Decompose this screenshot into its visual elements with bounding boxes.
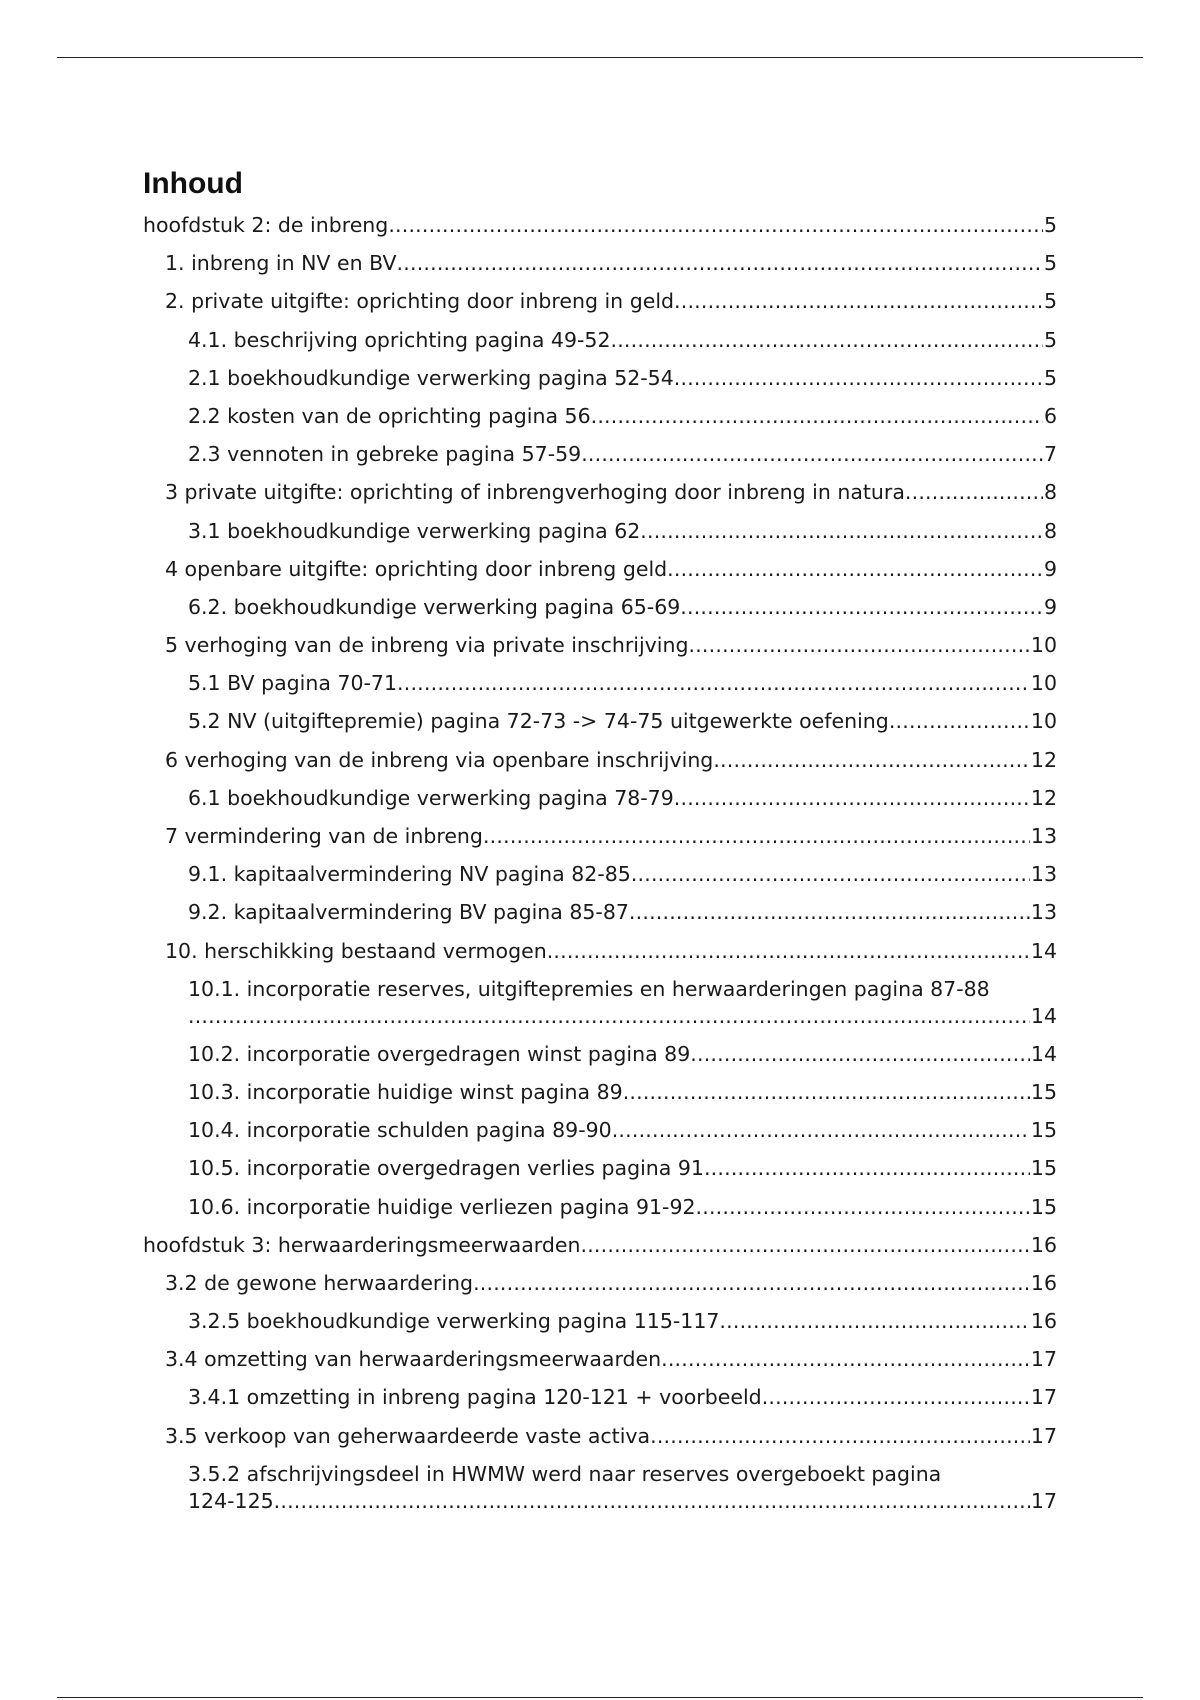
toc-entry-text: 2. private uitgifte: oprichting door inbreng in geld [165,289,675,314]
toc-entry[interactable] [143,1155,1057,1193]
toc-entry-page: 13 [1030,900,1057,925]
toc-entry[interactable] [143,1232,1057,1270]
dot-leader [611,327,1043,354]
toc-entry-text: 6 verhoging van de inbreng via openbare inschrijving [165,747,714,772]
footer-rule [57,1697,1143,1698]
dot-leader [483,823,1030,850]
dot-leader [762,1384,1030,1411]
dot-leader [704,1155,1030,1182]
toc-entry-page: 5 [1043,327,1057,352]
toc-entry-text: 3.5 verkoop van geherwaardeerde vaste activa [165,1423,651,1448]
toc-entry[interactable] [143,518,1057,556]
dot-leader [680,594,1043,621]
toc-entry-text: 10.4. incorporatie schulden pagina 89-90 [188,1118,612,1143]
dot-leader [640,518,1043,545]
toc-entry-text: 5 verhoging van de inbreng via private inschrijving [165,633,689,658]
dot-leader [397,670,1030,697]
toc-entry-page: 9 [1043,556,1057,581]
toc-entry-page: 16 [1030,1309,1057,1334]
toc-entry-page: 17 [1030,1385,1057,1410]
toc-entry-text: hoofdstuk 3: herwaarderingsmeerwaarden [143,1232,581,1257]
toc-entry-text: 5.1 BV pagina 70-71 [188,671,398,696]
toc-entry-text-continued: 124-125 [188,1488,274,1513]
dot-leader [547,938,1030,965]
toc-entry[interactable] [143,1079,1057,1117]
toc-entry-page: 5 [1043,213,1057,237]
toc-entry-text: 10.1. incorporatie reserves, uitgiftepremies en herwaarderingen pagina 87-88 [188,976,990,1001]
toc-entry-text: 10. herschikking bestaand vermogen [165,938,547,963]
toc-entry-text: 3.5.2 afschrijvingsdeel in HWMW werd naar reserves overgeboekt pagina [188,1461,942,1486]
toc-entry-text: 1. inbreng in NV en BV [165,251,397,276]
toc-entry[interactable] [143,976,1057,1041]
toc-entry-text: 7 vermindering van de inbreng [165,824,483,848]
dot-leader [667,556,1043,583]
dot-leader [397,250,1043,277]
toc-title: Inhoud [143,167,243,200]
toc-entry-text: 2.2 kosten van de oprichting pagina 56 [188,403,591,428]
dot-leader [713,747,1030,774]
toc-entry[interactable] [143,899,1057,937]
toc-entry[interactable] [143,938,1057,976]
toc-entry[interactable] [143,1194,1057,1232]
toc-entry[interactable] [143,1461,1057,1526]
dot-leader [674,785,1030,812]
toc-entry-text: 4.1. beschrijving oprichting pagina 49-52 [188,327,611,352]
dot-leader [581,1232,1030,1259]
toc-entry-text: 9.1. kapitaalvermindering NV pagina 82-85 [188,862,631,887]
toc-entry-page: 8 [1043,518,1057,543]
toc-entry-text: 3.4 omzetting van herwaarderingsmeerwaarden [165,1347,662,1372]
toc-entry-page: 17 [1030,1488,1057,1513]
toc-entry[interactable] [143,861,1057,899]
toc-entry[interactable] [143,1423,1057,1461]
table-of-contents [143,166,1057,1526]
toc-entry[interactable] [143,403,1057,441]
toc-entry-page: 14 [1030,1003,1057,1028]
toc-entry[interactable] [143,670,1057,708]
toc-entry-page: 9 [1043,594,1057,619]
toc-entry-continuation [188,1488,1057,1515]
dot-leader [674,365,1043,392]
toc-entry[interactable] [143,479,1057,517]
toc-entry-text: 3.4.1 omzetting in inbreng pagina 120-121 + voorbeeld [188,1385,762,1410]
toc-entry-continuation [188,1003,1057,1030]
toc-entry[interactable] [143,1308,1057,1346]
toc-entry[interactable] [143,747,1057,785]
toc-entry-text: 9.2. kapitaalvermindering BV pagina 85-87 [188,900,629,925]
toc-entry-page: 13 [1030,824,1057,848]
toc-entry-page: 14 [1030,1041,1057,1066]
dot-leader [188,1003,1030,1030]
dot-leader [612,1117,1030,1144]
toc-entry[interactable] [143,1117,1057,1155]
toc-entry-page: 10 [1030,671,1057,696]
dot-leader [688,632,1029,659]
toc-entry-text: 6.2. boekhoudkundige verwerking pagina 65-69 [188,594,681,619]
dot-leader [473,1270,1030,1297]
toc-entry[interactable] [143,823,1057,861]
dot-leader [591,403,1043,430]
toc-entry-page: 17 [1030,1347,1057,1372]
header-rule [57,57,1143,58]
toc-entry[interactable] [143,1384,1057,1422]
toc-entry[interactable] [143,365,1057,403]
toc-entry-text: 2.1 boekhoudkundige verwerking pagina 52-54 [188,365,674,390]
dot-leader [629,899,1030,926]
toc-entry[interactable] [143,327,1057,365]
toc-entry-page: 7 [1043,442,1057,467]
toc-entry-page: 12 [1030,785,1057,810]
toc-entry-text: hoofdstuk 2: de inbreng [143,213,389,237]
toc-entry-page: 17 [1030,1423,1057,1448]
dot-leader [661,1346,1030,1373]
toc-entry-text: 3.2.5 boekhoudkundige verwerking pagina 115-117 [188,1309,720,1334]
dot-leader [388,212,1043,239]
toc-entry[interactable] [143,288,1057,326]
toc-entry-page: 15 [1030,1118,1057,1143]
toc-entry[interactable] [143,594,1057,632]
toc-entry-page: 15 [1030,1156,1057,1181]
toc-entry-page: 6 [1043,403,1057,428]
dot-leader [690,1041,1030,1068]
dot-leader [650,1423,1030,1450]
toc-entry-text: 3 private uitgifte: oprichting of inbrengverhoging door inbreng in natura [165,480,905,505]
toc-entry-page: 5 [1043,251,1057,276]
toc-entry-text: 4 openbare uitgifte: oprichting door inbreng geld [165,556,668,581]
toc-entry-page: 10 [1030,633,1057,658]
toc-entry-page: 5 [1043,365,1057,390]
toc-entry-page: 5 [1043,289,1057,314]
toc-entry[interactable] [143,250,1057,288]
toc-entry[interactable] [143,1346,1057,1384]
toc-entry-text: 3.2 de gewone herwaardering [165,1270,474,1295]
toc-entry[interactable] [143,708,1057,746]
toc-list [143,212,1057,1526]
toc-entry[interactable] [143,441,1057,479]
toc-entry-text: 3.1 boekhoudkundige verwerking pagina 62 [188,518,641,543]
dot-leader [623,1079,1030,1106]
toc-entry-text: 10.2. incorporatie overgedragen winst pagina 89 [188,1041,691,1066]
toc-entry-page: 12 [1030,747,1057,772]
toc-entry-text: 10.6. incorporatie huidige verliezen pagina 91-92 [188,1194,696,1219]
toc-entry-page: 8 [1043,480,1057,505]
toc-entry[interactable] [143,1270,1057,1308]
toc-entry-text: 5.2 NV (uitgiftepremie) pagina 72-73 -> 74-75 uitgewerkte oefening [188,709,889,734]
toc-entry-page: 13 [1030,862,1057,887]
toc-entry-text: 10.5. incorporatie overgedragen verlies pagina 91 [188,1156,704,1181]
dot-leader [719,1308,1029,1335]
dot-leader [696,1194,1030,1221]
toc-entry[interactable] [143,556,1057,594]
dot-leader [631,861,1030,888]
toc-entry[interactable] [143,785,1057,823]
toc-entry-text: 6.1 boekhoudkundige verwerking pagina 78-79 [188,785,674,810]
toc-entry-page: 10 [1030,709,1057,734]
toc-entry[interactable] [143,212,1057,250]
toc-entry[interactable] [143,632,1057,670]
toc-entry-page: 15 [1030,1194,1057,1219]
dot-leader [674,288,1043,315]
dot-leader [889,708,1030,735]
dot-leader [905,479,1043,506]
dot-leader [581,441,1043,468]
dot-leader [274,1488,1030,1515]
toc-entry-text: 10.3. incorporatie huidige winst pagina 89 [188,1079,623,1104]
toc-entry-page: 15 [1030,1079,1057,1104]
toc-entry-page: 16 [1030,1232,1057,1257]
toc-entry-text: 2.3 vennoten in gebreke pagina 57-59 [188,442,582,467]
toc-entry[interactable] [143,1041,1057,1079]
toc-entry-page: 14 [1030,938,1057,963]
toc-entry-page: 16 [1030,1270,1057,1295]
